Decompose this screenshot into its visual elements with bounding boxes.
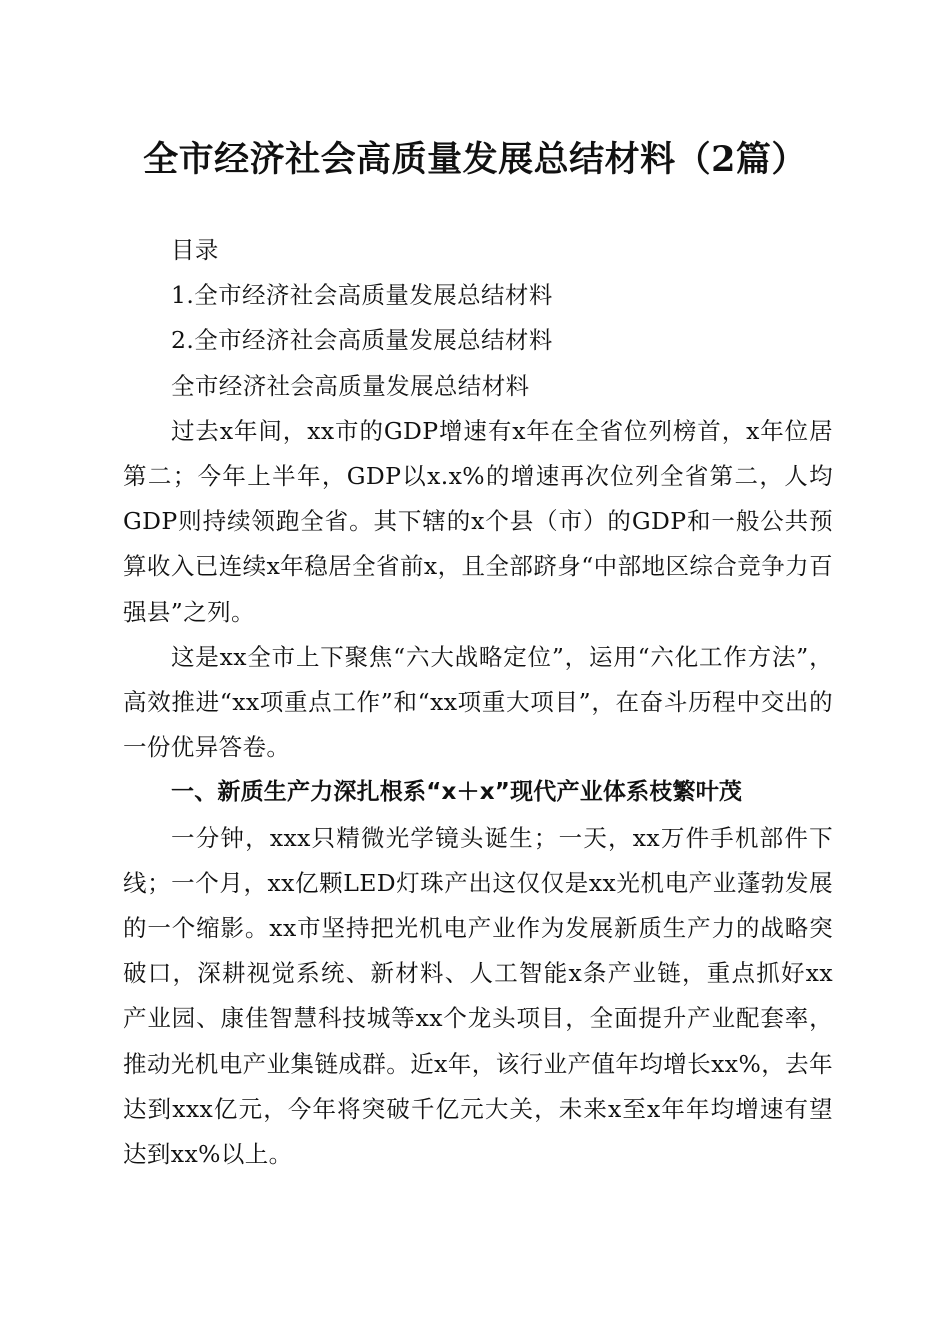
section-1-paragraph: 一分钟，xxx只精微光学镜头诞生；一天，xx万件手机部件下线；一个月，xx亿颗LED灯珠产出这仅仅是xx光机电产业蓬勃发展的一个缩影。xx市坚持把光机电产业作为发展新质生产力的战略突破口，深耕视觉系统、新材料、人工智能x条产业链，重点抓好xx产业园、康佳智慧科技城等xx个龙头项目，全面提升产业配套率，推动光机电产业集链成群。近x年，该行业产值年均增长xx%，去年达到xxx亿元，今年将突破千亿元大关，未来x至x年年均增速有望达到xx%以上。 xyxy=(123,823,833,1169)
document-body xyxy=(123,228,833,1177)
section-1-heading: 一、新质生产力深扎根系“x＋x”现代产业体系枝繁叶茂 xyxy=(171,779,743,806)
paragraph-2: 这是xx全市上下聚焦“六大战略定位”，运用“六化工作方法”，高效推进“xx项重点工作”和“xx项重大项目”，在奋斗历程中交出的一份优异答卷。 xyxy=(123,642,833,762)
toc-heading: 目录 xyxy=(171,236,219,264)
toc-item-1: 1.全市经济社会高质量发展总结材料 xyxy=(171,281,553,310)
paragraph-1: 过去x年间，xx市的GDP增速有x年在全省位列榜首，x年位居第二；今年上半年，GDP以x.x%的增速再次位列全省第二，人均GDP则持续领跑全省。其下辖的x个县（市）的GDP和一般公共预算收入已连续x年稳居全省前x，且全部跻身“中部地区综合竞争力百强县”之列。 xyxy=(123,416,833,626)
document-title: 全市经济社会高质量发展总结材料（2篇） xyxy=(143,139,807,180)
article-title: 全市经济社会高质量发展总结材料 xyxy=(171,371,530,400)
toc-item-2: 2.全市经济社会高质量发展总结材料 xyxy=(171,326,553,355)
